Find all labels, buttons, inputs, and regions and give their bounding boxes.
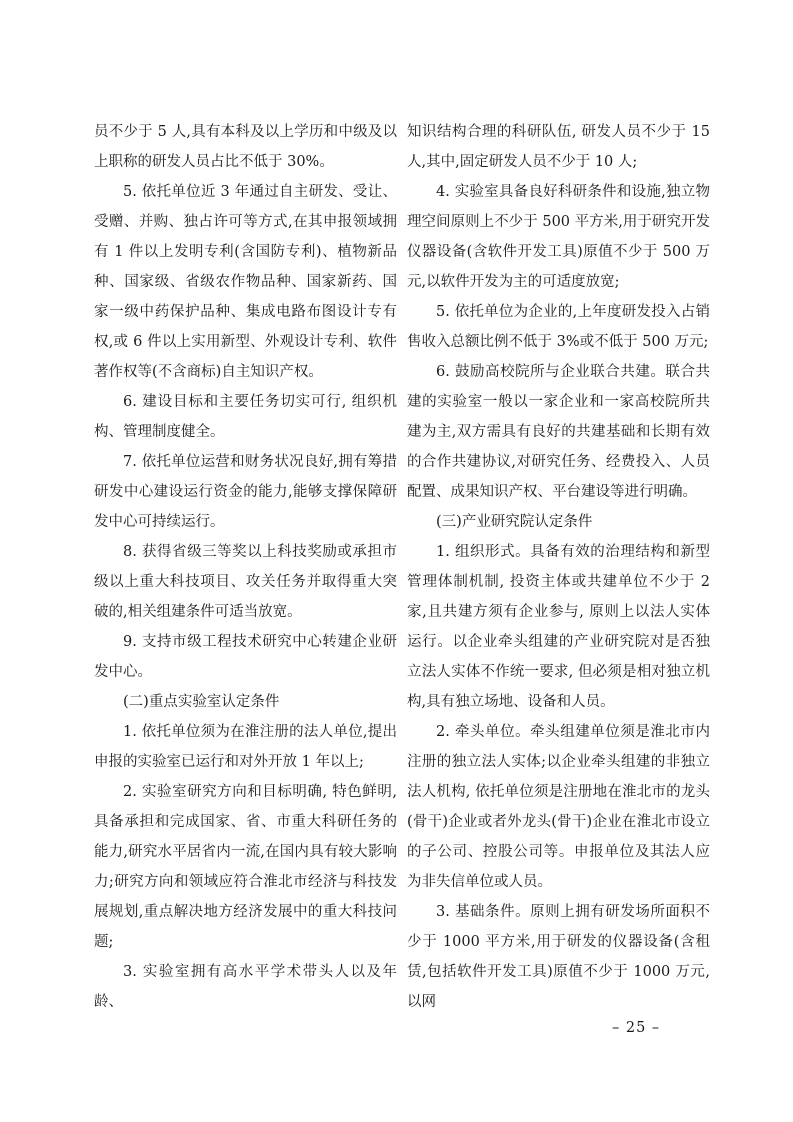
paragraph: 5. 依托单位近 3 年通过自主研发、受让、受赠、并购、独占许可等方式,在其申报领域拥有 1 件以上发明专利(含国防专利)、植物新品种、国家级、省级农作物品种、国家新药、国家一级中药保护品种、集成电路布图设计专有权,或 6 件以上实用新型、外观设计专利、软件著作权等(不含商标)自主知识产权。 bbox=[94, 184, 397, 380]
paragraph: 3. 基础条件。原则上拥有研发场所面积不少于 1000 平方米,用于研发的仪器设备(含租赁,包括软件开发工具)原值不少于 1000 万元,以网 bbox=[407, 904, 710, 1010]
paragraph: 7. 依托单位运营和财务状况良好,拥有筹措研发中心建设运行资金的能力,能够支撑保障研发中心可持续运行。 bbox=[94, 454, 397, 530]
paragraph: (三)产业研究院认定条件 bbox=[436, 514, 593, 530]
paragraph: 1. 依托单位须为在淮注册的法人单位,提出申报的实验室已运行和对外开放 1 年以上; bbox=[94, 724, 397, 770]
paragraph: 4. 实验室具备良好科研条件和设施,独立物理空间原则上不少于 500 平方米,用于研究开发仪器设备(含软件开发工具)原值不少于 500 万元,以软件开发为主的可适度放宽; bbox=[407, 184, 710, 290]
page-number: – 25 – bbox=[612, 1020, 661, 1036]
paragraph: 员不少于 5 人,具有本科及以上学历和中级及以上职称的研发人员占比不低于 30%。 bbox=[94, 124, 397, 170]
paragraph: 6. 鼓励高校院所与企业联合共建。联合共建的实验室一般以一家企业和一家高校院所共建为主,双方需具有良好的共建基础和长期有效的合作共建协议,对研究任务、经费投入、人员配置、成果知识产权、平台建设等进行明确。 bbox=[407, 364, 710, 500]
paragraph: 9. 支持市级工程技术研究中心转建企业研发中心。 bbox=[94, 634, 397, 680]
paragraph: 8. 获得省级三等奖以上科技奖励或承担市级以上重大科技项目、攻关任务并取得重大突破的,相关组建条件可适当放宽。 bbox=[94, 544, 397, 620]
right-column bbox=[407, 117, 710, 1017]
paragraph: 3. 实验室拥有高水平学术带头人以及年龄、 bbox=[94, 964, 397, 1010]
paragraph: 1. 组织形式。具备有效的治理结构和新型管理体制机制, 投资主体或共建单位不少于 2 家,且共建方须有企业参与, 原则上以法人实体运行。以企业牵头组建的产业研究院对是否独立法人实体不作统一要求, 但必须是相对独立机构,具有独立场地、设备和人员。 bbox=[407, 544, 710, 710]
paragraph: 2. 实验室研究方向和目标明确, 特色鲜明,具备承担和完成国家、省、市重大科研任务的能力,研究水平居省内一流,在国内具有较大影响力;研究方向和领域应符合淮北市经济与科技发展规划,重点解决地方经济发展中的重大科技问题; bbox=[94, 784, 397, 950]
paragraph: 5. 依托单位为企业的,上年度研发投入占销售收入总额比例不低于 3%或不低于 500 万元; bbox=[407, 304, 710, 350]
paragraph: 知识结构合理的科研队伍, 研发人员不少于 15 人,其中,固定研发人员不少于 10 人; bbox=[407, 124, 710, 170]
paragraph: 2. 牵头单位。牵头组建单位须是淮北市内注册的独立法人实体;以企业牵头组建的非独立法人机构, 依托单位须是注册地在淮北市的龙头(骨干)企业或者外龙头(骨干)企业在淮北市设立的子公司、控股公司等。申报单位及其法人应为非失信单位或人员。 bbox=[407, 724, 710, 890]
paragraph: 6. 建设目标和主要任务切实可行, 组织机构、管理制度健全。 bbox=[94, 394, 397, 440]
left-column bbox=[94, 117, 397, 1017]
paragraph: (二)重点实验室认定条件 bbox=[123, 694, 280, 710]
